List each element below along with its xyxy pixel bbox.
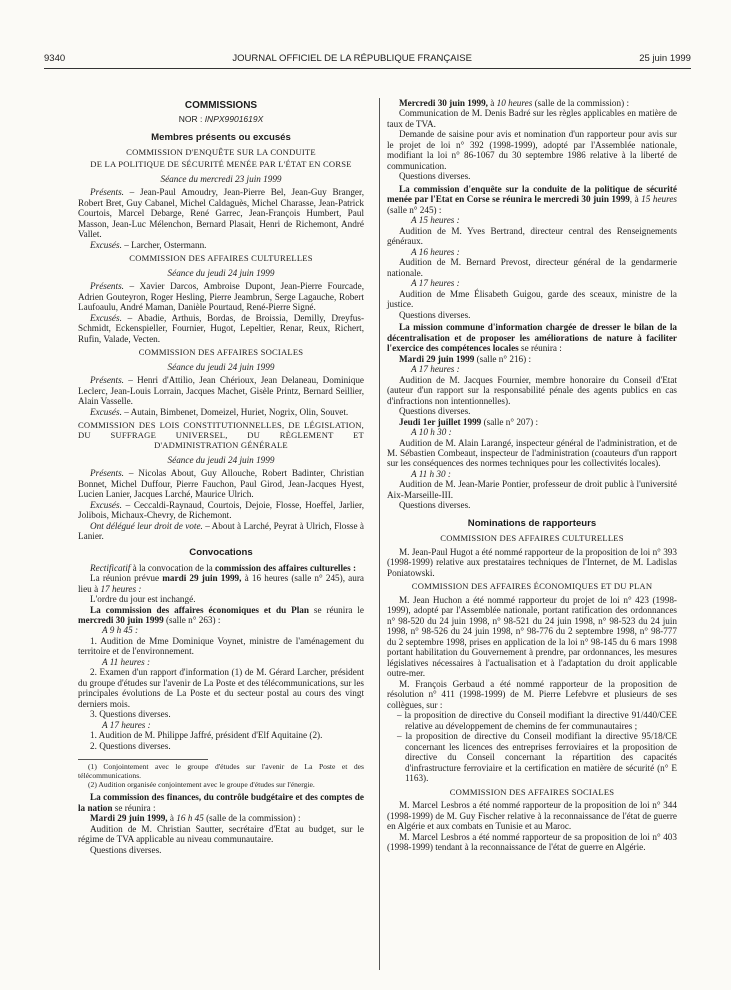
nomination-paragraph: M. François Gerbaud a été nommé rapporteur de la proposition de résolution n° 411 (1998-1999) de M. Pierre Lefebvre et plusieurs de ses collègues, sur : — [387, 678, 677, 710]
nomination-paragraph: M. Marcel Lesbros a été nommé rapporteur de sa proposition de loi n° 403 (1998-1999) tendant à la reconnaissance de l'état de guerre en Algérie. — [387, 831, 677, 853]
nomination-paragraph: M. Marcel Lesbros a été nommé rapporteur de la proposition de loi n° 344 (1998-1999) de M. Guy Fischer relative à la reconnaissance de l'état de guerre en Algérie et aux combats en Tunisie et au Maroc. — [387, 800, 677, 832]
commission-title: COMMISSION DES AFFAIRES CULTURELLES — [440, 532, 624, 543]
list-item: – la proposition de directive du Conseil modifiant la directive 91/440/CEE relative au développement de chemins de fer communautaires ; — [397, 710, 677, 731]
time-slot: A 17 heures : — [102, 719, 151, 730]
presents-paragraph: Présents. – Jean-Paul Amoudry, Jean-Pierre Bel, Jean-Guy Branger, Robert Bret, Guy Cabanel, Michel Caldaguès, Michel Charasse, Jean-Patrick Courtois, Marcel Debarge, René Garrec, Jean-François Humbert, Paul Masson, Jean-Luc Mélenchon, Bernard Plasait, Henri de Richemont, André Vallet. — [78, 187, 364, 240]
commission-title: COMMISSION DES AFFAIRES CULTURELLES — [129, 252, 313, 263]
footnote: (2) Audition organisée conjointement avec le groupe d'études sur l'énergie. — [88, 779, 315, 789]
directive-list — [387, 710, 677, 783]
agenda-item: 1. Audition de M. Philippe Jaffré, président d'Elf Aquitaine (2). — [90, 730, 323, 741]
rectificatif-detail: La réunion prévue mardi 29 juin 1999, à 16 heures (salle n° 245), aura lieu à 17 heures : — [78, 573, 364, 594]
meeting-date: Mardi 29 juin 1999 (salle n° 216) : — [399, 353, 532, 364]
commission-eco-paragraph: La commission des affaires économiques et du Plan se réunira le mercredi 30 juin 1999 (salle n° 263) : — [78, 604, 364, 625]
agenda-item: Audition de M. Christian Sautter, secrétaire d'Etat au budget, sur le régime de TVA applicable au niveau communautaire. — [78, 823, 364, 845]
left-column — [78, 98, 364, 855]
agenda-item: Communication de M. Denis Badré sur les règles applicables en matière de taux de TVA. — [387, 108, 677, 129]
excuses-paragraph: Excusés. – Larcher, Ostermann. — [90, 239, 207, 250]
excuses-paragraph: Excusés. – Ceccaldi-Raynaud, Courtois, Dejoie, Flosse, Hoeffel, Jarlier, Jolibois, Michaux-Chevry, de Richemont. — [78, 499, 364, 521]
agenda-item: Audition de M. Jacques Fournier, membre honoraire du Conseil d'Etat (auteur d'un rapport sur la responsabilité pénale des agents publics en cas d'infractions non intentionnelles). — [387, 374, 677, 406]
time-slot: A 9 h 45 : — [102, 625, 139, 636]
meeting-date: Jeudi 1er juillet 1999 (salle n° 207) : — [399, 416, 539, 427]
nomination-paragraph: M. Jean Huchon a été nommé rapporteur du projet de loi n° 423 (1998-1999), adopté par l'Assemblée nationale, portant ratification des ordonnances n° 98-520 du 24 juin 1998, n° 98-521 du 24 juin 1998, n° 98-523 du 24 juin 1998, n° 98-526 du 24 juin 1998, n° 98-776 du 2 septembre 1998, n° 98-777 du 2 septembre 1998, prises en application de la loi n° 98-145 du 6 mars 1998 portant habilitation du Gouvernement à prendre, par ordonnances, les mesures législatives nécessaires à l'actualisation et à l'adaptation du droit applicable outre-mer. — [387, 594, 677, 679]
agenda-item: Audition de M. Yves Bertrand, directeur central des Renseignements généraux. — [387, 225, 677, 247]
agenda-item: 2. Questions diverses. — [90, 740, 171, 751]
agenda-item: 3. Questions diverses. — [90, 709, 171, 720]
commission-title: COMMISSION DES AFFAIRES ÉCONOMIQUES ET DU PLAN — [411, 581, 653, 592]
right-column — [387, 98, 677, 853]
page-header — [44, 52, 691, 66]
time-slot: A 11 heures : — [102, 656, 151, 667]
agenda-item: Questions diverses. — [90, 844, 162, 855]
seance-date: Séance du jeudi 24 juin 1999 — [167, 361, 275, 372]
presents-paragraph: Présents. – Nicolas About, Guy Allouche, Robert Badinter, Christian Bonnet, Michel Duffour, Pierre Fauchon, Paul Girod, Jean-Jacques Hyest, Lucien Lanier, Jacques Larché, Maurice Ulrich. — [78, 468, 364, 500]
commission-title: COMMISSION DES AFFAIRES SOCIALES — [138, 347, 304, 358]
agenda-item: Demande de saisine pour avis et nomination d'un rapporteur pour avis sur le projet de loi n° 392 (1998-1999), adopté par l'Assemblée nationale, modifiant la loi n° 86-1067 du 30 septembre 1986 relative à la liberté de communication. — [387, 129, 677, 171]
time-slot: A 15 heures : — [411, 215, 460, 226]
time-slot: A 10 h 30 : — [411, 427, 452, 438]
seance-date: Séance du jeudi 24 juin 1999 — [167, 454, 275, 465]
nor-reference: NOR : INPX9901619X — [178, 114, 264, 125]
nomination-paragraph: M. Jean-Paul Hugot a été nommé rapporteur de la proposition de loi n° 393 (1998-1999) relative aux prestataires techniques de l'Internet, de M. Ladislas Poniatowski. — [387, 546, 677, 578]
commission-title: COMMISSION DES LOIS CONSTITUTIONNELLES, DE LÉGISLATION, DU SUFFRAGE UNIVERSEL, DU RÈGLEMENT ET D'ADMINISTRATION GÉNÉRALE — [78, 420, 364, 450]
order-unchanged: L'ordre du jour est inchangé. — [90, 594, 196, 605]
presents-paragraph: Présents. – Xavier Darcos, Ambroise Dupont, Jean-Pierre Fourcade, Adrien Gouteyron, Roger Hesling, Pierre Jeambrun, Serge Lagauche, Robert Laufoaulu, André Maman, Danièle Pourtaud, René-Pierre Signé. — [78, 281, 364, 313]
nominations-title: Nominations de rapporteurs — [467, 517, 597, 529]
agenda-item: Audition de M. Bernard Prevost, directeur général de la gendarmerie nationale. — [387, 257, 677, 278]
delegation-paragraph: Ont délégué leur droit de vote. – About à Larché, Peyrat à Ulrich, Flosse à Lanier. — [78, 520, 365, 542]
list-item: – la proposition de directive du Conseil modifiant la directive 95/18/CE concernant les licences des entreprises ferroviaires et la proposition de directive du Conseil concernant la répartition des capacités d'infrastructure ferroviaire et la certification en matière de sécurité (n° E 1163). — [397, 731, 677, 784]
agenda-item: Audition de Mme Élisabeth Guigou, garde des sceaux, ministre de la justice. — [387, 288, 677, 310]
page-number: 9340 — [44, 52, 66, 64]
footnote: (1) Conjointement avec le groupe d'études sur l'avenir de La Poste et des télécommunications. — [78, 762, 364, 780]
commission-title: DE LA POLITIQUE DE SÉCURITÉ MENÉE PAR L'ÉTAT EN CORSE — [90, 158, 352, 169]
agenda-item: Audition de M. Jean-Marie Pontier, professeur de droit public à l'université Aix-Marseille-III. — [387, 479, 677, 500]
excuses-paragraph: Excusés. – Abadie, Arthuis, Bordas, de Broissia, Demilly, Dreyfus-Schmidt, Eckenspieller, Fournier, Hugot, Lepeltier, Renar, Reux, Richert, Rufin, Valade, Vecten. — [78, 312, 364, 344]
seance-date: Séance du jeudi 24 juin 1999 — [167, 267, 275, 278]
section-title-commissions: COMMISSIONS — [184, 100, 258, 111]
commission-title: COMMISSION DES AFFAIRES SOCIALES — [449, 786, 615, 797]
excuses-paragraph: Excusés. – Autain, Bimbenet, Domeizel, Huriet, Nogrix, Olin, Souvet. — [90, 406, 349, 417]
meeting-date: Mardi 29 juin 1999, à 16 h 45 (salle de la commission) : — [90, 813, 301, 824]
rectificatif-paragraph: Rectificatif à la convocation de la commission des affaires culturelles : — [90, 562, 357, 573]
agenda-item: 1. Audition de Mme Dominique Voynet, ministre de l'aménagement du territoire et de l'environnement. — [78, 635, 364, 657]
agenda-item: Questions diverses. — [399, 500, 471, 511]
issue-date: 25 juin 1999 — [639, 52, 691, 64]
time-slot: A 17 heures : — [411, 364, 460, 375]
agenda-item: 2. Examen d'un rapport d'information (1) de M. Gérard Larcher, président du groupe d'études sur l'avenir de La Poste et des télécommunications, sur les principales évolutions de La Poste et du secteur postal au cours des vingt derniers mois. — [78, 667, 364, 709]
membres-title: Membres présents ou excusés — [151, 132, 291, 144]
header-rule — [44, 68, 691, 69]
column-divider — [379, 98, 380, 970]
meeting-date: Mercredi 30 juin 1999, à 10 heures (salle de la commission) : — [399, 98, 629, 108]
presents-paragraph: Présents. – Henri d'Attilio, Jean Chérioux, Jean Delaneau, Dominique Leclerc, Jean-Louis Lorrain, Jacques Machet, Gisèle Printz, Bernard Seillier, Alain Vasselle. — [78, 375, 364, 407]
agenda-item: Questions diverses. — [399, 309, 471, 320]
agenda-item: Questions diverses. — [399, 171, 471, 182]
seance-date: Séance du mercredi 23 juin 1999 — [160, 173, 282, 184]
commission-finances-paragraph: La commission des finances, du contrôle budgétaire et des comptes de la nation se réunira : — [78, 792, 364, 813]
agenda-item: Audition de M. Alain Larangé, inspecteur général de l'administration, et de M. Sébastien Combeaut, inspecteur de l'administration (coauteurs d'un rapport sur les conséquences des normes techniques pour les collectivités locales). — [387, 437, 677, 469]
time-slot: A 17 heures : — [411, 278, 460, 289]
agenda-item: Questions diverses. — [399, 406, 471, 417]
mission-paragraph: La mission commune d'information chargée de dresser le bilan de la décentralisation et de proposer les améliorations de nature à faciliter l'exercice des compétences locales se réunira : — [387, 322, 677, 354]
commission-title: COMMISSION D'ENQUÊTE SUR LA CONDUITE — [126, 147, 316, 157]
commission-enquete-paragraph: La commission d'enquête sur la conduite de la politique de sécurité menée par l'Etat en Corse se réunira le mercredi 30 juin 1999, à 15 heures (salle n° 245) : — [387, 183, 678, 215]
convocations-title: Convocations — [189, 546, 253, 558]
time-slot: A 16 heures : — [411, 246, 460, 257]
footnote-rule — [78, 759, 208, 760]
time-slot: A 11 h 30 : — [411, 468, 451, 479]
journal-title: JOURNAL OFFICIEL DE LA RÉPUBLIQUE FRANÇAISE — [232, 52, 472, 64]
